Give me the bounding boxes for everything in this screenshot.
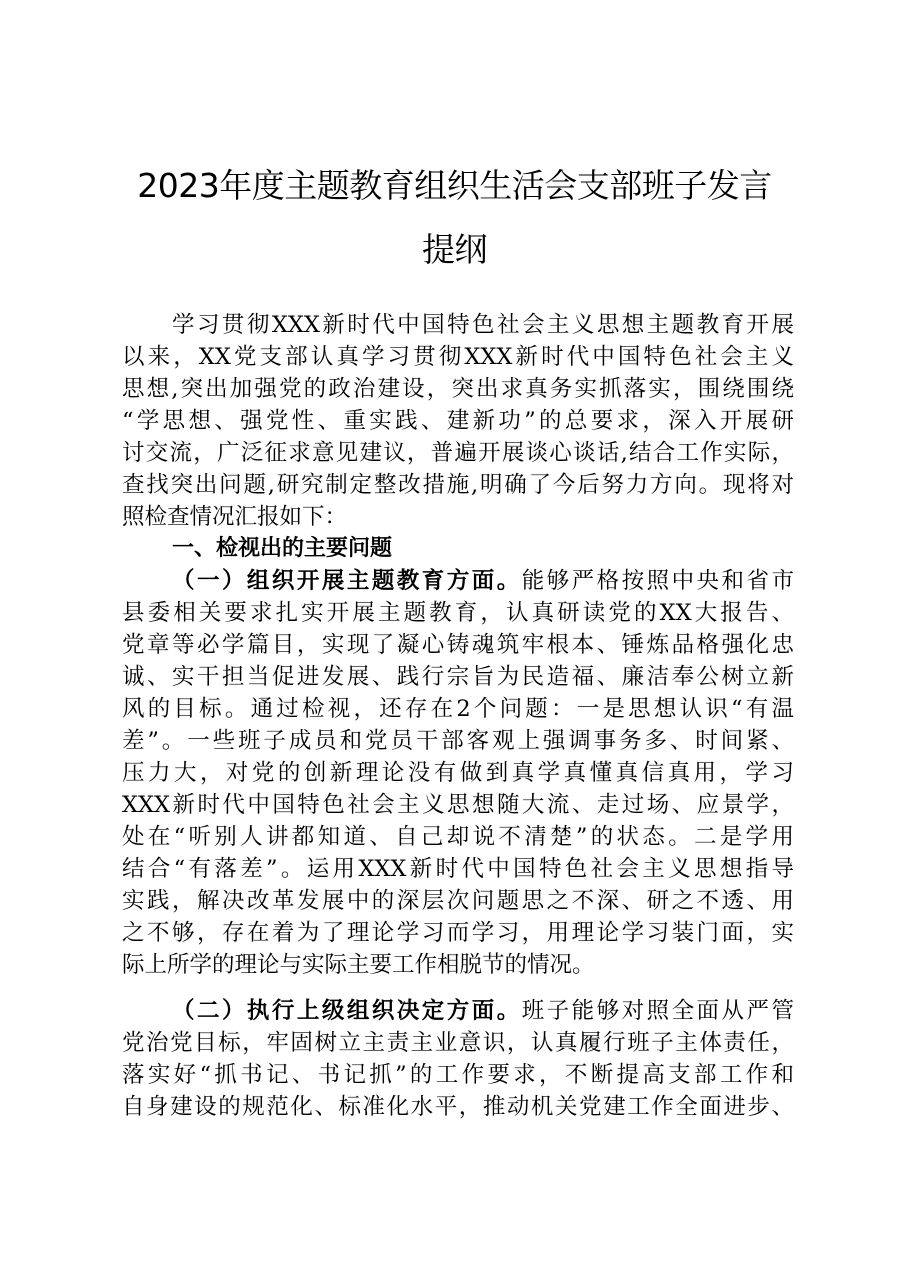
paragraph-line: XXX新时代中国特色社会主义思想随大流、走过场、应景学， [122,792,794,818]
subsection-first-line [122,565,794,597]
intro-line: 讨交流，广泛征求意见建议，普遍开展谈心谈话,结合工作实际， [122,440,794,466]
paragraph-line: 风的目标。通过检视，还存在2个问题：一是思想认识“有温 [122,696,794,722]
paragraph-line: 党治党目标，牢固树立主责主业意识，认真履行班子主体责任， [122,1030,794,1056]
subsection-text: 能够严格按照中央和省市 [521,568,794,594]
paragraph-line: 际上所学的理论与实际主要工作相脱节的情况。 [122,952,595,978]
paragraph-line: 诚、实干担当促进发展、践行宗旨为民造福、廉洁奉公树立新 [122,664,794,690]
paragraph-line: 差”。一些班子成员和党员干部客观上强调事务多、时间紧、 [122,728,794,754]
document-title-line-2: 提纲 [422,230,487,269]
paragraph-line: 之不够，存在着为了理论学习而学习，用理论学习装门面，实 [122,920,794,946]
intro-line: “学思想、强党性、重实践、建新功”的总要求，深入开展研 [122,408,794,434]
intro-line: 以来，XX党支部认真学习贯彻XXX新时代中国特色社会主义 [122,344,794,370]
intro-line: 查找突出问题,研究制定整改措施,明确了今后努力方向。现将对 [122,472,794,498]
intro-line: 照检查情况汇报如下： [122,504,348,530]
intro-line: 思想,突出加强党的政治建设，突出求真务实抓落实，围绕围绕 [122,376,794,402]
subsection-heading: （二）执行上级组织决定方面。 [172,998,522,1024]
document-title-line-1: 2023年度主题教育组织生活会支部班子发言 [137,166,772,205]
section-heading: 一、检视出的主要问题 [172,536,393,561]
paragraph-line: 压力大，对党的创新理论没有做到真学真懂真信真用，学习 [122,760,794,786]
paragraph-line: 处在“听别人讲都知道、自己却说不清楚”的状态。二是学用 [122,824,794,850]
paragraph-line: 党章等必学篇目，实现了凝心铸魂筑牢根本、锤炼品格强化忠 [122,632,794,658]
paragraph-line: 实践，解决改革发展中的深层次问题思之不深、研之不透、用 [122,888,794,914]
paragraph-line: 自身建设的规范化、标准化水平，推动机关党建工作全面进步、 [122,1094,794,1120]
intro-line: 学习贯彻XXX新时代中国特色社会主义思想主题教育开展 [172,312,794,338]
document-body [122,309,794,1123]
paragraph-line: 落实好“抓书记、书记抓”的工作要求，不断提高支部工作和 [122,1062,794,1088]
paragraph-line: 县委相关要求扎实开展主题教育，认真研读党的XX大报告、 [122,600,794,626]
paragraph-line: 结合“有落差”。运用XXX新时代中国特色社会主义思想指导 [122,856,794,882]
subsection-first-line [122,995,794,1027]
subsection-heading: （一）组织开展主题教育方面。 [172,568,522,594]
subsection-text: 班子能够对照全面从严管 [521,998,794,1024]
